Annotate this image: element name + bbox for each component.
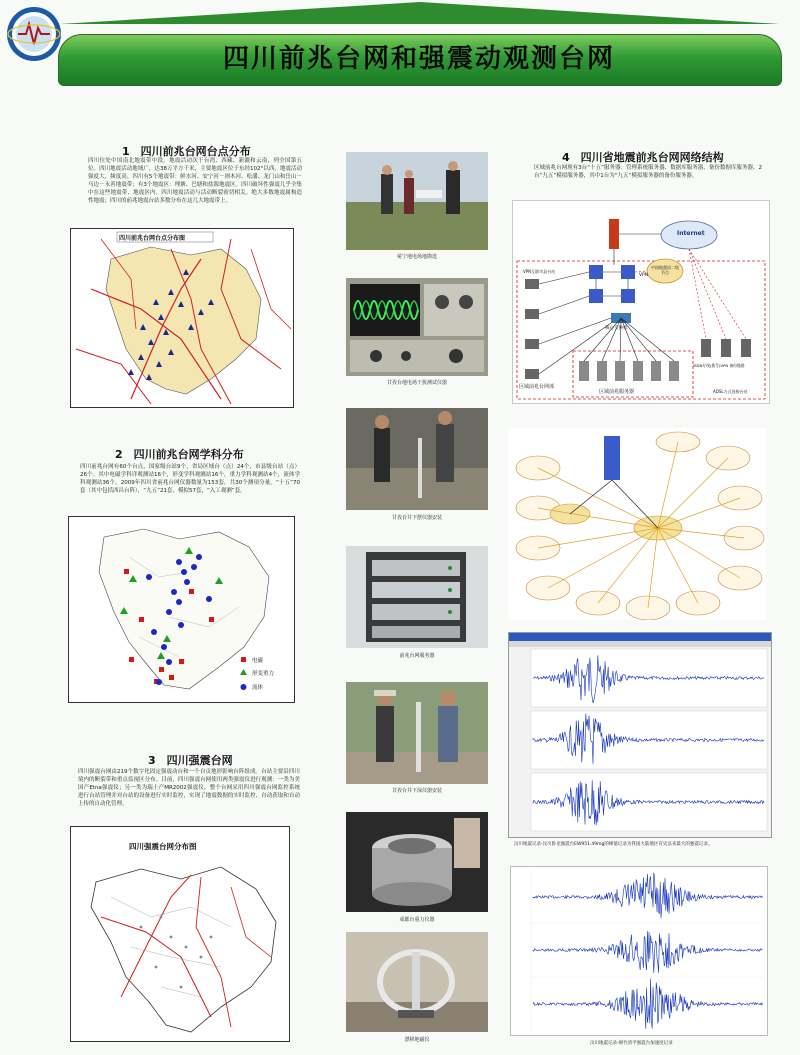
- banner-top-band: [60, 2, 780, 24]
- seismogram-window-1: [508, 632, 772, 838]
- legend-em: 电磁: [252, 658, 264, 664]
- legend-fluid: 流体: [252, 685, 264, 691]
- section-3-body: 四川强震台网由219个数字化固定强震动台和一个自贡地形影响台阵组成。台站主要沿四川境内的断裂带和重点监视区分布。目前，四川强震台网使用两类强震仪进行观测：一类为美国产Etna强震仪；另一类为瑞士产MR2002强震仪。整个台网采用四川强震台网监控系统进行台站管理并对台站的设备进行实时监控，实现了地震数据的实时监控、自动获取和自动上传的自动化管理。: [78, 769, 300, 807]
- logo-emblem: [6, 6, 62, 62]
- network-diagram: [512, 200, 770, 404]
- caption-photo-7: 漂移地磁仪: [404, 1037, 430, 1043]
- label-isdn: ISDN专线(拨号)VPN 备份链路: [693, 363, 745, 368]
- photo-magnetometer: [346, 932, 488, 1032]
- label-internet: Internet: [677, 230, 705, 237]
- section-2-body: 四川前兆台网有60个台点，国家级台站9个，省局区域台（点）24个，市县级台站（点）26个。其中电磁学科详观测站16个，形变学科观测站16个，重力学科观测站4个，流体学科观测站36个。2009年四川省前兆台网仪器数量为153套，共30个测项分量。“十五”70套（其中包括西昌台阵），“九五”21套，模拟57套，“入工观测”套。: [80, 464, 300, 494]
- section-4-heading: 4 四川省地震前兆台网网络结构: [562, 151, 724, 164]
- label-vpn: VPN: [639, 273, 649, 278]
- section-2-heading: 2 四川前兆台网学科分布: [115, 448, 244, 461]
- seismic-trace: [533, 873, 763, 919]
- photo-oscilloscope: [346, 278, 488, 376]
- discipline-station-map: [68, 516, 295, 703]
- caption-photo-2: 甘孜台地电场干扰测试仪器: [386, 380, 447, 386]
- strong-motion-map-title: 四川强震台网分布图: [129, 842, 197, 851]
- section-4-body: 区域前兆台网现有3台“十五”服务器：管理系统服务器、数据库服务器、备份数据库服务器。2台“九五”模拟服务器，其中1台为“九五”模拟服务器的备份服务器。: [534, 165, 762, 179]
- legend-deform: 形变重力: [252, 671, 275, 677]
- seismogram-1-titlebar: [509, 633, 771, 641]
- seismogram-caption-2: 汶川地震记录-绵竹清平强震台加速度记录: [590, 1041, 673, 1046]
- caption-photo-5: 甘孜台井下深仪器安装: [391, 788, 442, 794]
- topology-diagram: [508, 428, 766, 620]
- section-1-heading: 1 四川前兆台网台点分布: [122, 145, 251, 158]
- section-3-heading: 3 四川强震台网: [148, 754, 233, 767]
- photo-site-survey: [346, 152, 488, 250]
- seismogram-window-2: [510, 866, 768, 1036]
- caption-photo-3: 甘孜台井下摆仪器安装: [391, 515, 442, 521]
- caption-photo-6: 成都台重力仪器: [399, 917, 435, 923]
- page-title: 四川前兆台网和强震动观测台网: [222, 44, 615, 74]
- photo-borehole-install: [346, 408, 488, 510]
- section-1-body: 四川位处中国南北地震带中段。地震活动次于台湾、西藏、新疆和云南，列全国第五位。四川地震活动地域广，达38万平方千米，主要地震区位于东经102°以西，地震活动强度大、频度高。四川有5个地震带：鲜水河、安宁河－则木河、松潘、龙门山和岳山－马边－永善地震带；有3个地震区：理塘、巴塘和盐源地震区。四川破坏性强震几乎全集中在这些地震带、地震区内。四川地震活动与活动断裂密切相关。绝大多数地震属构造性地震；四川的前兆地震台站多数分布在这几大地震带上。: [88, 158, 302, 204]
- photo-gravimeter: [346, 812, 488, 912]
- label-dept: 区域前兆台网部: [519, 384, 555, 390]
- label-vpn-city: VPN互联市县台站: [523, 269, 556, 274]
- seismogram-caption-1: 汶川地震记录-汶川卧龙强震台EW951.49mg的峰值记录为我国大陆地区有史以来最大的强震记录。: [514, 842, 713, 847]
- seismic-trace: [533, 979, 763, 1029]
- label-core-switch: 核心交换机: [605, 326, 628, 331]
- seismic-trace: [533, 931, 763, 973]
- label-adsl: ADSL方式连接台站: [713, 389, 748, 394]
- photo-deep-install: [346, 682, 488, 784]
- label-servers: 区域前兆服务器: [599, 389, 635, 395]
- caption-photo-1: 冕宁地电场地勘选: [396, 254, 437, 260]
- strong-motion-map: [70, 826, 290, 1042]
- precursor-map-title: 四川前兆台网台点分布图: [119, 235, 186, 242]
- precursor-station-map: [70, 228, 294, 408]
- label-china-node: 中国地震局二级节点: [651, 265, 679, 275]
- caption-photo-4: 前兆台网服务器: [399, 653, 435, 659]
- photo-servers: [346, 546, 488, 648]
